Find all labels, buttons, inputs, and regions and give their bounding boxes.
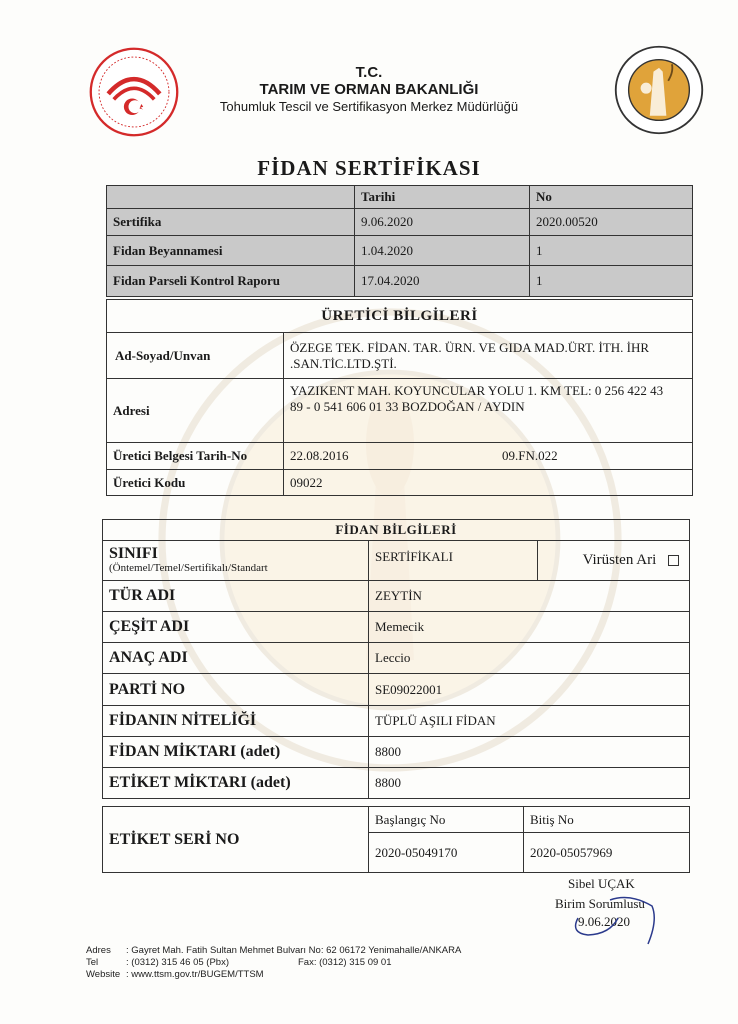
producer-section-title: ÜRETİCİ BİLGİLERİ <box>107 300 693 333</box>
start-value: 2020-05049170 <box>369 833 524 873</box>
species-label: TÜR ADI <box>103 581 369 612</box>
address-label: Adresi <box>107 379 284 443</box>
end-value: 2020-05057969 <box>524 833 690 873</box>
class-sub-label: (Öntemel/Temel/Sertifikalı/Standart <box>109 561 268 574</box>
row-date: 1.04.2020 <box>355 236 530 266</box>
virus-free-checkbox[interactable] <box>668 555 679 566</box>
header-tc: T.C. <box>355 64 383 81</box>
qty-label: FİDAN MİKTARI (adet) <box>103 737 369 768</box>
species-value: ZEYTİN <box>369 581 690 612</box>
variety-value: Memecik <box>369 612 690 643</box>
license-label: Üretici Belgesi Tarih-No <box>107 443 284 470</box>
producer-address-line1: YAZIKENT MAH. KOYUNCULAR YOLU 1. KM TEL: 0 256 422 43 <box>290 383 664 398</box>
producer-name-line2: .SAN.TİC.LTD.ŞTİ. <box>290 355 397 371</box>
qty-value: 8800 <box>369 737 690 768</box>
empty-header <box>107 186 355 209</box>
serial-table <box>102 806 690 873</box>
rootstock-label: ANAÇ ADI <box>103 643 369 674</box>
footer <box>86 945 461 981</box>
name-label: Ad-Soyad/Unvan <box>107 333 284 379</box>
row-no: 2020.00520 <box>530 209 693 236</box>
row-no: 1 <box>530 236 693 266</box>
row-no: 1 <box>530 266 693 297</box>
sapling-section-title: FİDAN BİLGİLERİ <box>103 520 690 541</box>
header-ministry: TARIM VE ORMAN BAKANLIĞI <box>259 81 479 98</box>
header-directorate: Tohumluk Tescil ve Sertifikasyon Merkez Müdürlüğü <box>219 99 519 114</box>
page-title: FİDAN SERTİFİKASI <box>257 156 481 180</box>
footer-address: : Gayret Mah. Fatih Sultan Mehmet Bulvarı No: 62 06172 Yenimahalle/ANKARA <box>126 945 462 956</box>
class-value: SERTİFİKALI <box>369 541 538 581</box>
rootstock-value: Leccio <box>369 643 690 674</box>
footer-tel: : (0312) 315 46 05 (Pbx) <box>126 957 229 968</box>
lot-value: SE09022001 <box>369 674 690 706</box>
col-date-header: Tarihi <box>355 186 530 209</box>
class-label-cell <box>103 541 369 581</box>
producer-address <box>284 379 693 443</box>
license-no: 09.FN.022 <box>496 443 693 470</box>
footer-address-label: Adres <box>86 945 111 956</box>
producer-code: 09022 <box>284 470 693 496</box>
row-label: Fidan Parseli Kontrol Raporu <box>107 266 355 297</box>
footer-fax: Fax: (0312) 315 09 01 <box>298 957 392 968</box>
end-label: Bitiş No <box>524 807 690 833</box>
lot-label: PARTİ NO <box>103 674 369 706</box>
row-date: 17.04.2020 <box>355 266 530 297</box>
virus-free-label: Virüsten Ari <box>582 552 657 568</box>
handwritten-signature <box>560 888 660 946</box>
signature-date: 9.06.2020 <box>578 914 630 929</box>
start-label: Başlangıç No <box>369 807 524 833</box>
quality-value: TÜPLÜ AŞILI FİDAN <box>369 706 690 737</box>
row-date: 9.06.2020 <box>355 209 530 236</box>
footer-website-link[interactable]: : www.ttsm.gov.tr/BUGEM/TTSM <box>126 969 264 980</box>
virus-free-cell <box>538 541 690 581</box>
col-no-header: No <box>530 186 693 209</box>
serial-label: ETİKET SERİ NO <box>103 807 369 873</box>
code-label: Üretici Kodu <box>107 470 284 496</box>
license-date: 22.08.2016 <box>284 443 497 470</box>
producer-name <box>284 333 693 379</box>
quality-label: FİDANIN NİTELİĞİ <box>103 706 369 737</box>
producer-address-line2: 89 - 0 541 606 01 33 BOZDOĞAN / AYDIN <box>290 399 525 414</box>
signer-title: Birim Sorumlusu <box>555 896 645 911</box>
sapling-table <box>102 519 690 799</box>
class-label: SINIFI <box>109 544 158 562</box>
producer-name-line1: ÖZEGE TEK. FİDAN. TAR. ÜRN. VE GIDA MAD.ÜRT. İTH. İHR <box>290 339 650 355</box>
variety-label: ÇEŞİT ADI <box>103 612 369 643</box>
row-label: Sertifika <box>107 209 355 236</box>
producer-table <box>106 299 693 496</box>
footer-tel-label: Tel <box>86 957 99 968</box>
label-qty-label: ETİKET MİKTARI (adet) <box>103 768 369 799</box>
row-label: Fidan Beyannamesi <box>107 236 355 266</box>
footer-web-label: Website <box>86 969 121 980</box>
label-qty-value: 8800 <box>369 768 690 799</box>
signer-name: Sibel UÇAK <box>568 876 635 891</box>
certificate-table <box>106 185 693 297</box>
